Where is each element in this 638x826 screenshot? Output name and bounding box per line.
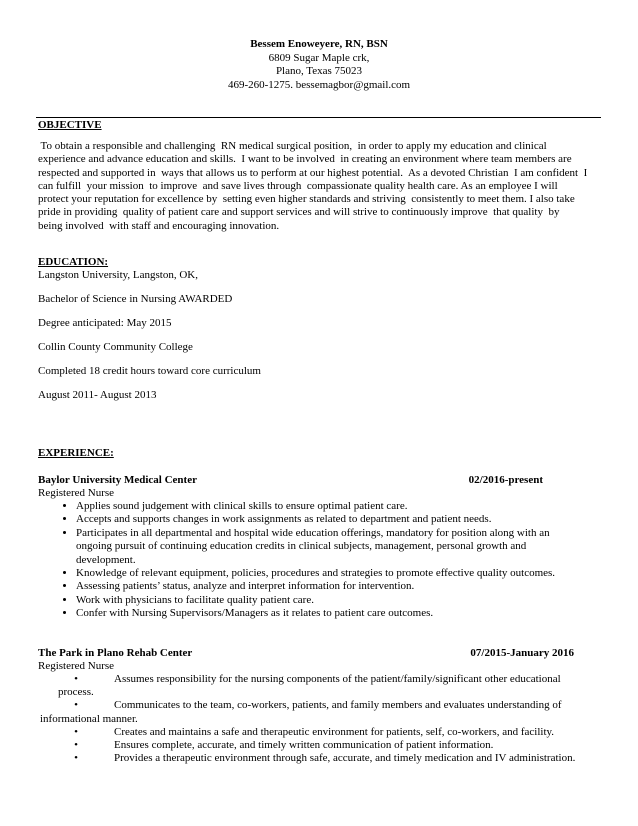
job-title: Registered Nurse (38, 659, 115, 672)
job-duty-first-line: Ensures complete, accurate, and timely written communication of patient information. (114, 739, 494, 752)
education-heading: EDUCATION: (38, 256, 109, 268)
address-line-1: 6809 Sugar Maple crk, (268, 51, 370, 64)
job-duties-list (38, 500, 603, 621)
job-title: Registered Nurse (38, 487, 115, 499)
objective-text (38, 140, 603, 233)
address-line-2: Plano, Texas 75023 (275, 65, 363, 77)
objective-line: experience and advance education and skills. I want to be involved in creating an environment where team members are (38, 153, 572, 166)
resume-header (0, 38, 638, 92)
objective-line: can fulfill your mission to improve and save lives through compassionate quality health care. As an employee I will (38, 179, 558, 192)
bullet-glyph: • (74, 752, 78, 765)
education-degree: Bachelor of Science in Nursing AWARDED (38, 293, 233, 305)
objective-heading: OBJECTIVE (38, 119, 102, 131)
job-employer: The Park in Plano Rehab Center (38, 646, 193, 659)
bullet-glyph: • (74, 739, 78, 752)
contact-line: 469-260-1275. bessemagbor@gmail.com (227, 78, 411, 91)
job-duty: • Applies sound judgement with clinical skills to ensure optimal patient care. (76, 500, 603, 513)
education-school: Langston University, Langston, OK, (38, 269, 198, 281)
job-duty (38, 699, 603, 726)
job-duty (38, 726, 603, 739)
job-duty (38, 752, 603, 765)
job-duty-continuation: informational manner. (40, 712, 138, 725)
education-college: Collin County Community College (38, 341, 193, 353)
job-duty-first-line: Assumes responsibility for the nursing components of the patient/family/significant other educational (114, 672, 561, 685)
job-duty: • Confer with Nursing Supervisors/Managers as it relates to patient care outcomes. (76, 607, 603, 620)
experience-heading: EXPERIENCE: (38, 447, 114, 459)
job-duty-first-line: Creates and maintains a safe and therapeutic environment for patients, self, co-workers, and facility. (114, 725, 555, 738)
education-credits: Completed 18 credit hours toward core curriculum (38, 365, 261, 377)
bullet-glyph: • (74, 672, 78, 685)
objective-section (38, 118, 603, 233)
job-duty (38, 673, 603, 700)
job-dates: 07/2015-January 2016 (470, 646, 574, 659)
job-header (38, 474, 543, 487)
objective-line: pride in providing quality of patient care and support services and will strive to continuously improve that quality by (38, 206, 560, 219)
job-duty-first-line: Provides a therapeutic environment through safe, accurate, and timely medication and IV administration. (114, 752, 576, 765)
job-duty: • Accepts and supports changes in work assignments as related to department and patient needs. (76, 513, 603, 526)
job-entry (38, 474, 603, 621)
job-dates: 02/2016-present (468, 474, 543, 486)
job-duty-first-line: Communicates to the team, co-workers, patients, and family members and evaluates understanding of (114, 699, 562, 712)
job-employer: Baylor University Medical Center (38, 474, 197, 486)
job-duty: • Knowledge of relevant equipment, policies, procedures and strategies to promote effective quality outcomes. (76, 567, 603, 580)
candidate-name: Bessem Enoweyere, RN, BSN (250, 38, 388, 50)
job-duty: • Assessing patients’ status, analyze and interpret information for intervention. (76, 580, 603, 593)
job-entry (38, 647, 603, 766)
objective-line: respected and supported in ways that allows us to perform at our highest potential. As a devoted Christian I am confident I (38, 166, 588, 179)
education-dates: August 2011- August 2013 (38, 389, 157, 401)
job-duty-continuation: process. (58, 685, 94, 698)
bullet-glyph: • (74, 725, 78, 738)
education-section (38, 255, 603, 402)
experience-section (38, 446, 603, 766)
job-duty: • Participates in all departmental and hospital wide education offerings, mandatory for position along with an ongoing pursuit of continuing education credits in clinical subjects, management, personal growth and development. (76, 527, 603, 567)
job-header (38, 647, 574, 660)
job-duty (38, 739, 603, 752)
bullet-glyph: • (74, 699, 78, 712)
objective-line: being involved with staff and encouraging innovation. (38, 219, 280, 232)
job-duty: • Work with physicians to facilitate quality patient care. (76, 594, 603, 607)
objective-line: protect your reputation for excellence by setting even higher standards and striving consistently to meet them. I also take (38, 193, 575, 206)
objective-line: To obtain a responsible and challenging RN medical surgical position, in order to apply my education and clinical (38, 140, 547, 152)
job-duties-list (38, 673, 603, 766)
education-date: Degree anticipated: May 2015 (38, 317, 172, 329)
